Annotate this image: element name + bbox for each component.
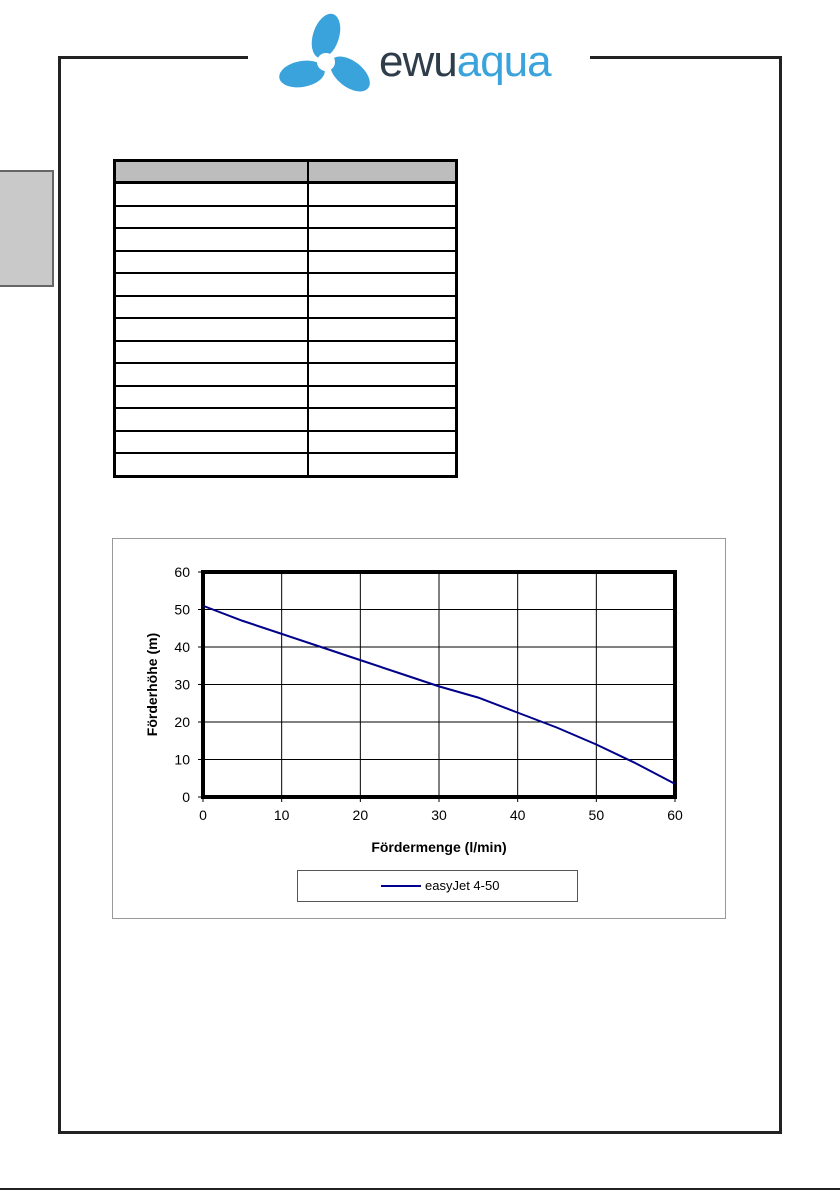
frame-right [779, 56, 782, 1134]
x-tick-label: 30 [431, 807, 447, 823]
page-bottom-rule [0, 1188, 840, 1190]
side-tab [0, 170, 54, 287]
logo-wordmark [379, 37, 551, 86]
legend-line-swatch [381, 885, 421, 887]
x-tick-label: 0 [199, 807, 207, 823]
y-axis-label: Förderhöhe (m) [144, 632, 160, 737]
spec-table-cell [308, 363, 457, 386]
spec-table-row [115, 386, 457, 409]
y-tick-label: 60 [174, 564, 190, 580]
spec-table-header-row [115, 161, 457, 183]
logo [278, 12, 568, 102]
y-tick-label: 10 [174, 751, 190, 768]
spec-table-cell [115, 228, 309, 251]
spec-table-cell [115, 183, 309, 206]
spec-table-cell [308, 251, 457, 274]
spec-table-row [115, 273, 457, 296]
pump-curve-chart [112, 538, 726, 919]
y-tick-label: 40 [174, 639, 190, 655]
spec-table-cell [115, 318, 309, 341]
spec-table-row [115, 318, 457, 341]
spec-table-cell [308, 273, 457, 296]
spec-table-row [115, 363, 457, 386]
spec-table-row [115, 183, 457, 206]
spec-table-row [115, 206, 457, 229]
spec-table-cell [115, 386, 309, 409]
spec-table-cell [115, 363, 309, 386]
spec-table-row [115, 251, 457, 274]
x-tick-label: 20 [352, 807, 369, 823]
legend-label: easyJet 4-50 [425, 878, 500, 893]
x-tick-label: 40 [509, 807, 526, 823]
spec-table-row [115, 341, 457, 364]
spec-table [113, 159, 458, 478]
y-tick-label: 30 [174, 676, 190, 693]
chart-plot-svg [113, 539, 725, 918]
spec-table-row [115, 296, 457, 319]
spec-table-cell [308, 386, 457, 409]
spec-table-cell [308, 431, 457, 454]
spec-table-header-cell [308, 161, 457, 183]
spec-table-cell [308, 228, 457, 251]
spec-table-row [115, 228, 457, 251]
spec-table-cell [115, 431, 309, 454]
propeller-icon [278, 12, 374, 102]
spec-table-cell [308, 408, 457, 431]
spec-table-cell [308, 206, 457, 229]
spec-table-cell [308, 296, 457, 319]
y-tick-label: 0 [182, 789, 190, 805]
frame-top-right [590, 56, 782, 59]
spec-table-cell [115, 453, 309, 476]
spec-table-cell [115, 273, 309, 296]
y-tick-label: 50 [174, 601, 190, 618]
spec-table-cell [115, 408, 309, 431]
spec-table-row [115, 408, 457, 431]
logo-text-ewu: ewu [379, 37, 457, 86]
chart-legend [297, 870, 578, 902]
frame-bottom [58, 1131, 782, 1134]
x-tick-label: 10 [273, 807, 290, 823]
y-tick-label: 20 [174, 714, 190, 730]
spec-table-header-cell [115, 161, 309, 183]
spec-table-cell [308, 318, 457, 341]
spec-table-row [115, 453, 457, 476]
x-tick-label: 60 [667, 807, 683, 823]
x-tick-label: 50 [588, 807, 605, 823]
spec-table-cell [115, 206, 309, 229]
spec-table-cell [308, 341, 457, 364]
spec-table-cell [308, 183, 457, 206]
spec-table-cell [115, 296, 309, 319]
x-axis-label: Fördermenge (l/min) [371, 839, 507, 855]
spec-table-cell [115, 251, 309, 274]
spec-table-cell [308, 453, 457, 476]
logo-text-aqua: aqua [456, 37, 551, 86]
spec-table-row [115, 431, 457, 454]
frame-left [58, 56, 61, 1134]
frame-top-left [58, 56, 248, 59]
spec-table-cell [115, 341, 309, 364]
